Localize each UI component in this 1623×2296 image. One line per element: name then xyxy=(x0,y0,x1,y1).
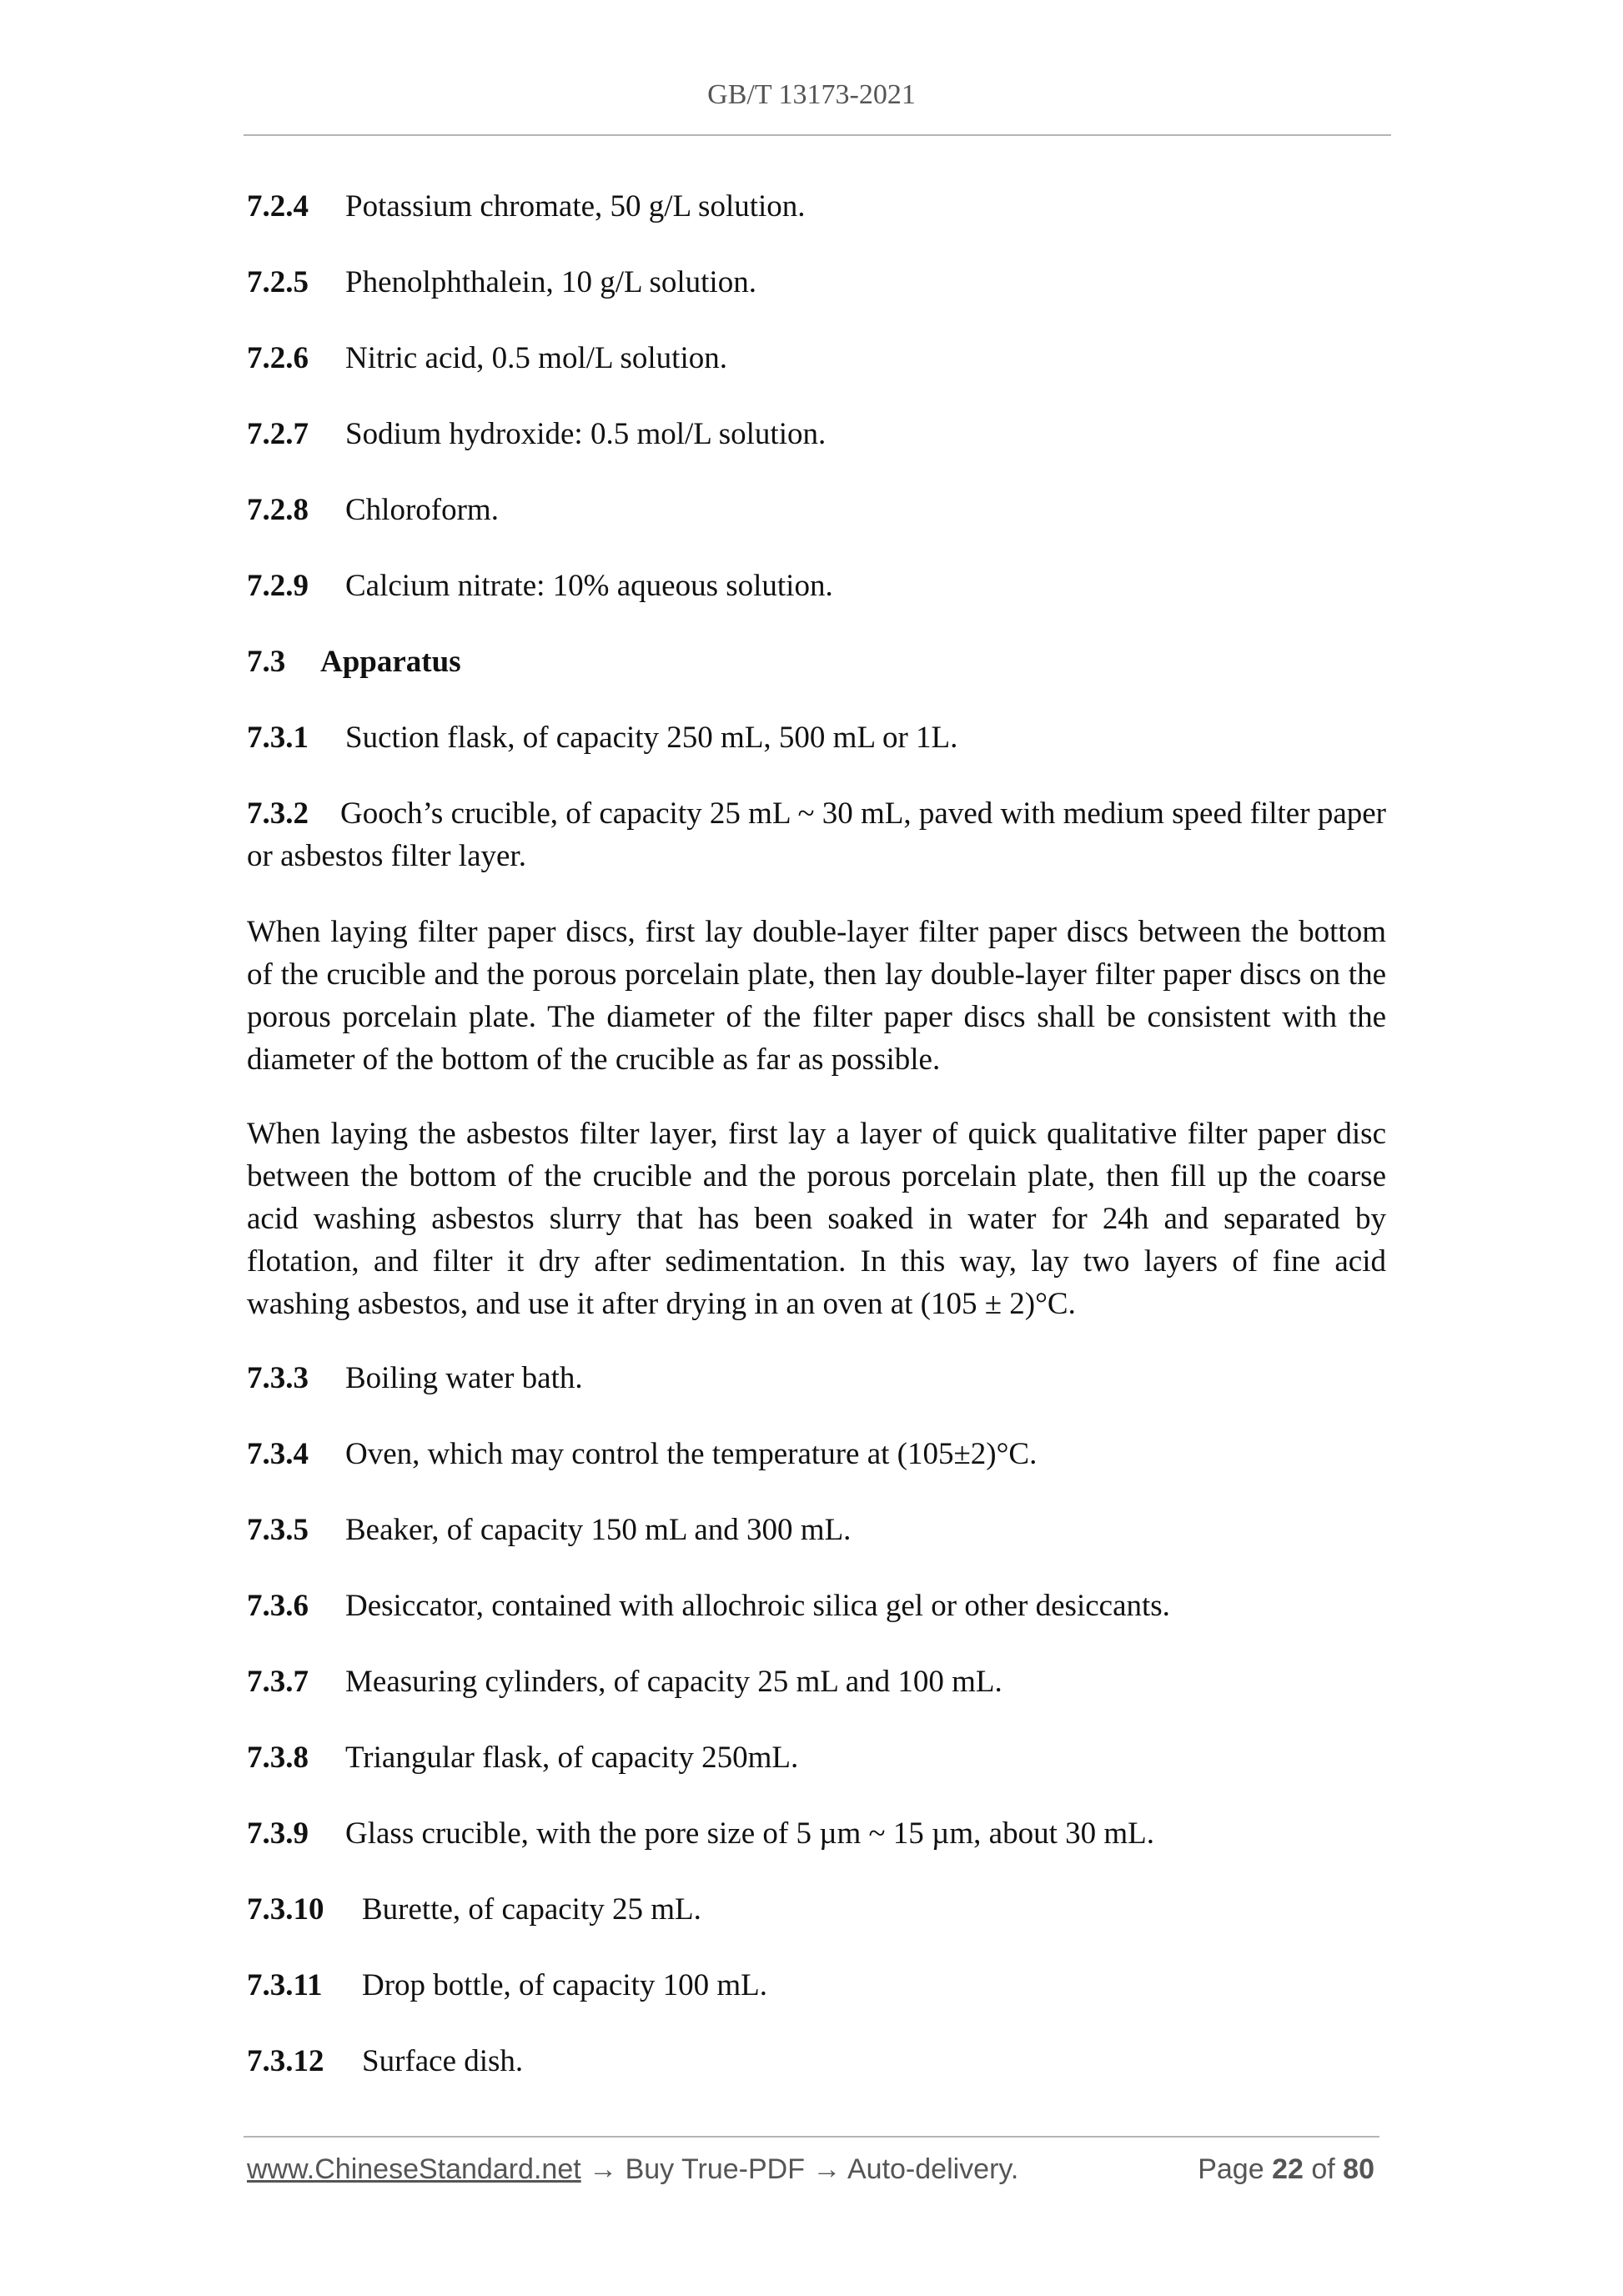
page-indicator xyxy=(1198,2153,1374,2186)
clause-text: Beaker, of capacity 150 mL and 300 mL. xyxy=(345,1513,852,1547)
clause-number: 7.3.5 xyxy=(247,1513,309,1547)
clause-7-3-9 xyxy=(247,1812,1386,1855)
clause-number: 7.3.10 xyxy=(247,1892,324,1927)
clause-text: Measuring cylinders, of capacity 25 mL and 100 mL. xyxy=(345,1665,1002,1699)
paragraph-asbestos-filter-layer: When laying the asbestos filter layer, first lay a layer of quick qualitative filter paper disc between the bottom of the crucible and the porous porcelain plate, then fill up the coarse acid washing asbestos slurry that has been soaked in water for 24h and separated by flotation, and filter it dry after sedimentation. In this way, lay two layers of fine acid washing asbestos, and use it after drying in an oven at (105 ± 2)°C. xyxy=(247,1117,1386,1321)
website-link[interactable]: www.ChineseStandard.net xyxy=(247,2153,581,2185)
clause-7-2-8 xyxy=(247,489,1386,531)
of-label: of xyxy=(1311,2153,1335,2185)
clause-number: 7.3.1 xyxy=(247,721,309,755)
clause-7-2-9 xyxy=(247,565,1386,607)
clause-7-2-5 xyxy=(247,261,1386,304)
clause-number: 7.2.4 xyxy=(247,189,309,224)
clause-text: Oven, which may control the temperature at (105±2)°C. xyxy=(345,1437,1038,1471)
clause-text: Calcium nitrate: 10% aqueous solution. xyxy=(345,569,833,603)
footer-tagline: → Buy True-PDF → Auto-delivery. xyxy=(580,2153,1019,2185)
clause-7-3-5 xyxy=(247,1509,1386,1551)
clause-text: Drop bottle, of capacity 100 mL. xyxy=(362,1968,768,2002)
clause-number: 7.3.6 xyxy=(247,1589,309,1623)
clause-number: 7.3.9 xyxy=(247,1816,309,1851)
clause-number: 7.2.8 xyxy=(247,493,309,527)
clause-number: 7.3.4 xyxy=(247,1437,309,1471)
clause-text: Desiccator, contained with allochroic silica gel or other desiccants. xyxy=(345,1589,1170,1623)
clause-7-3-6 xyxy=(247,1585,1386,1627)
section-number: 7.3 xyxy=(247,645,286,679)
clause-7-2-7 xyxy=(247,413,1386,455)
clause-number: 7.3.11 xyxy=(247,1968,323,2002)
page-footer xyxy=(247,2153,1381,2195)
clause-text: Nitric acid, 0.5 mol/L solution. xyxy=(345,341,727,375)
clause-text: Suction flask, of capacity 250 mL, 500 mL or 1L. xyxy=(345,721,958,755)
clause-7-2-4 xyxy=(247,185,1386,228)
clause-number: 7.3.7 xyxy=(247,1665,309,1699)
clause-number: 7.2.9 xyxy=(247,569,309,603)
clause-number: 7.3.8 xyxy=(247,1741,309,1775)
clause-text: Glass crucible, with the pore size of 5 µm ~ 15 µm, about 30 mL. xyxy=(345,1816,1154,1851)
page-label: Page xyxy=(1198,2153,1264,2185)
page-current: 22 xyxy=(1272,2153,1304,2185)
clause-number: 7.2.5 xyxy=(247,265,309,299)
clause-7-3-2 xyxy=(247,792,1386,877)
footer-divider xyxy=(244,2136,1379,2138)
paragraph-filter-paper-discs: When laying filter paper discs, first lay double-layer filter paper discs between the bottom of the crucible and the porous porcelain plate, then lay double-layer filter paper discs on the porous porcelain plate. The diameter of the filter paper discs shall be consistent with the diameter of the bottom of the crucible as far as possible. xyxy=(247,915,1386,1077)
section-heading-apparatus xyxy=(247,641,1386,683)
section-title: Apparatus xyxy=(320,645,461,679)
header-divider xyxy=(244,134,1391,136)
clause-7-3-11 xyxy=(247,1964,1386,2007)
clause-number: 7.3.12 xyxy=(247,2044,324,2078)
clause-7-3-3 xyxy=(247,1357,1386,1399)
clause-number: 7.2.6 xyxy=(247,341,309,375)
clause-7-3-12 xyxy=(247,2040,1386,2082)
clause-text: Boiling water bath. xyxy=(345,1361,583,1395)
clause-number: 7.2.7 xyxy=(247,417,309,451)
clause-text: Chloroform. xyxy=(345,493,499,527)
clause-7-3-1 xyxy=(247,716,1386,759)
clause-7-2-6 xyxy=(247,337,1386,379)
header-standard-code: GB/T 13173-2021 xyxy=(707,79,916,110)
clause-text: Gooch’s crucible, of capacity 25 mL ~ 30 mL, paved with medium speed filter paper or asbestos filter layer. xyxy=(247,796,1386,873)
clause-7-3-10 xyxy=(247,1888,1386,1931)
clause-7-3-7 xyxy=(247,1660,1386,1703)
clause-text: Sodium hydroxide: 0.5 mol/L solution. xyxy=(345,417,827,451)
clause-7-3-4 xyxy=(247,1433,1386,1475)
clause-text: Triangular flask, of capacity 250mL. xyxy=(345,1741,799,1775)
clause-number: 7.3.3 xyxy=(247,1361,309,1395)
clause-text: Phenolphthalein, 10 g/L solution. xyxy=(345,265,756,299)
clause-text: Potassium chromate, 50 g/L solution. xyxy=(345,189,806,224)
clause-text: Surface dish. xyxy=(362,2044,524,2078)
clause-number: 7.3.2 xyxy=(247,796,309,831)
clause-text: Burette, of capacity 25 mL. xyxy=(362,1892,701,1927)
clause-7-3-8 xyxy=(247,1736,1386,1779)
page-total: 80 xyxy=(1343,2153,1374,2185)
